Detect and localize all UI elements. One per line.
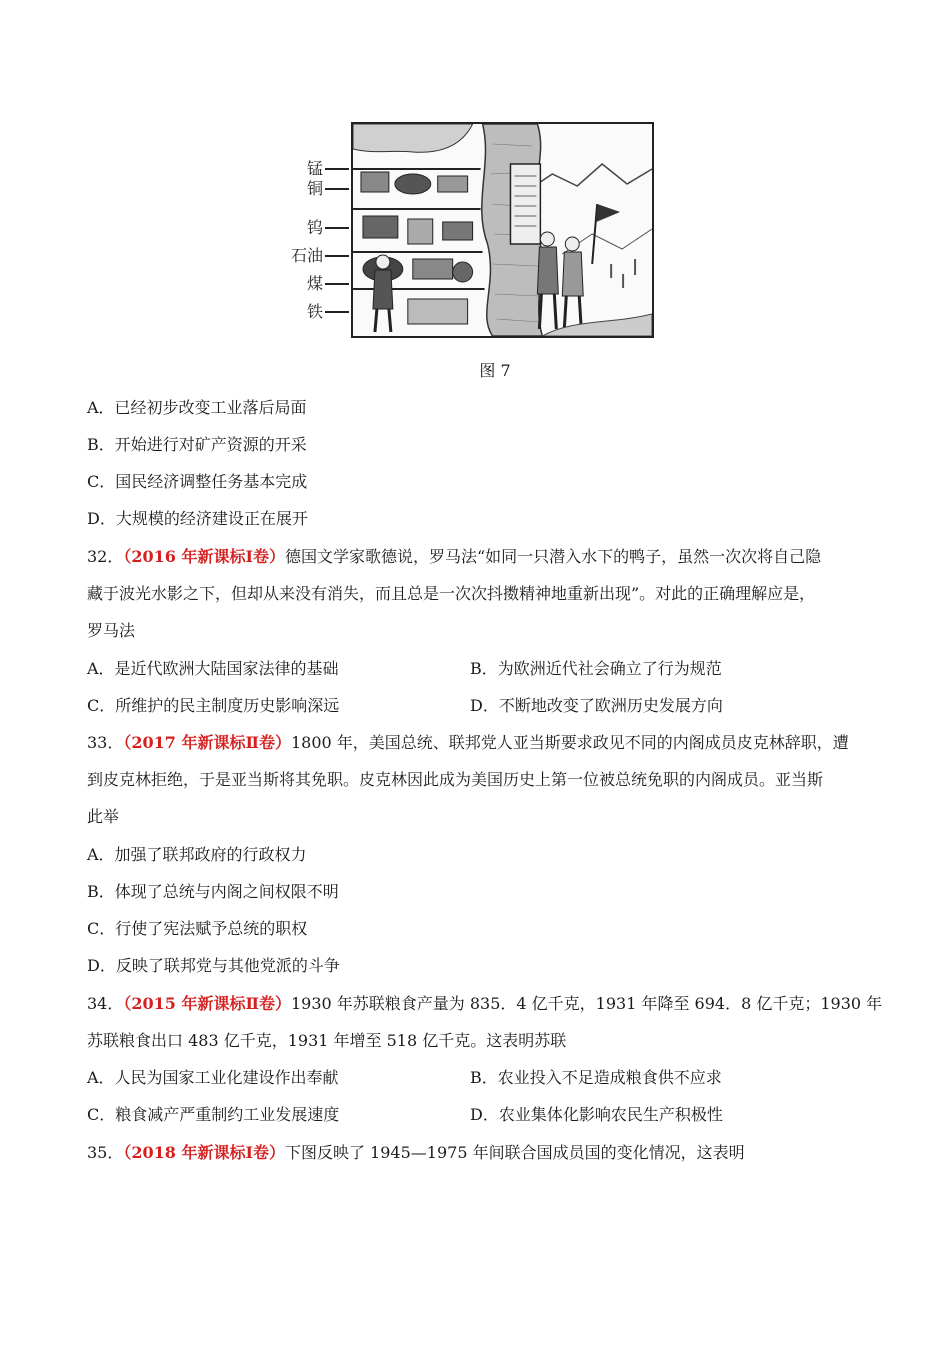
q31-option-a: A．已经初步改变工业落后局面 (87, 398, 307, 417)
figure-caption: 图 7 (479, 361, 511, 380)
label-copper: 铜 (285, 180, 349, 198)
q31-option-d: D．大规模的经济建设正在展开 (87, 509, 308, 528)
question-number: 34． (87, 994, 124, 1013)
q33-stem-line3: 此举 (87, 807, 120, 826)
q32-option-c: C．所维护的民主制度历史影响深远 (87, 696, 340, 715)
q32-stem-line1: 32．（2016 年新课标Ⅰ卷）德国文学家歌德说，罗马法“如同一只潜入水下的鸭子，虽然一次次将自己隐 (87, 547, 822, 566)
q33-option-b: B．体现了总统与内阁之间权限不明 (87, 882, 339, 901)
q33-stem-line2: 到皮克林拒绝，于是亚当斯将其免职。皮克林因此成为美国历史上第一位被总统免职的内阁成员。亚当斯 (87, 770, 824, 789)
q31-option-c: C．国民经济调整任务基本完成 (87, 472, 308, 491)
q32-stem-line3: 罗马法 (87, 621, 136, 640)
q32-option-b: B．为欧洲近代社会确立了行为规范 (470, 659, 722, 678)
q32-option-d: D．不断地改变了欧洲历史发展方向 (470, 696, 723, 715)
q35-stem-line1: 35．（2018 年新课标Ⅰ卷）下图反映了 1945—1975 年间联合国成员国的变化情况，这表明 (87, 1143, 745, 1162)
question-number: 32． (87, 547, 124, 566)
question-number: 33． (87, 733, 124, 752)
label-tungsten: 钨 (285, 219, 349, 237)
q32-option-a: A．是近代欧洲大陆国家法律的基础 (87, 659, 339, 678)
question-number: 35． (87, 1143, 124, 1162)
label-coal: 煤 (285, 275, 349, 293)
source-label: （2018 年新课标Ⅰ卷） (123, 1143, 285, 1162)
label-manganese: 锰 (285, 160, 349, 178)
source-label: （2015 年新课标Ⅱ卷） (123, 994, 291, 1013)
q34-option-d: D．农业集体化影响农民生产积极性 (470, 1105, 723, 1124)
source-label: （2016 年新课标Ⅰ卷） (123, 547, 285, 566)
illustration-mineral-resources (351, 122, 654, 338)
q33-option-d: D．反映了联邦党与其他党派的斗争 (87, 956, 340, 975)
figure-7 (285, 118, 665, 350)
source-label: （2017 年新课标Ⅱ卷） (123, 733, 291, 752)
label-petroleum: 石油 (285, 247, 349, 265)
q34-stem-line1: 34．（2015 年新课标Ⅱ卷）1930 年苏联粮食产量为 835．4 亿千克，1931 年降至 694．8 亿千克；1930 年 (87, 994, 883, 1013)
q32-stem-line2: 藏于波光水影之下，但却从来没有消失，而且总是一次次抖擞精神地重新出现”。对此的正确理解应是， (87, 584, 816, 603)
q33-option-c: C．行使了宪法赋予总统的职权 (87, 919, 308, 938)
q31-option-b: B．开始进行对矿产资源的开采 (87, 435, 307, 454)
label-iron: 铁 (285, 303, 349, 321)
q33-option-a: A．加强了联邦政府的行政权力 (87, 845, 307, 864)
q33-stem-line1: 33．（2017 年新课标Ⅱ卷）1800 年，美国总统、联邦党人亚当斯要求政见不同的内阁成员皮克林辞职，遭 (87, 733, 849, 752)
q34-option-c: C．粮食减产严重制约工业发展速度 (87, 1105, 340, 1124)
q34-stem-line2: 苏联粮食出口 483 亿千克，1931 年增至 518 亿千克。这表明苏联 (87, 1031, 567, 1050)
q34-option-a: A．人民为国家工业化建设作出奉献 (87, 1068, 339, 1087)
q34-option-b: B．农业投入不足造成粮食供不应求 (470, 1068, 722, 1087)
